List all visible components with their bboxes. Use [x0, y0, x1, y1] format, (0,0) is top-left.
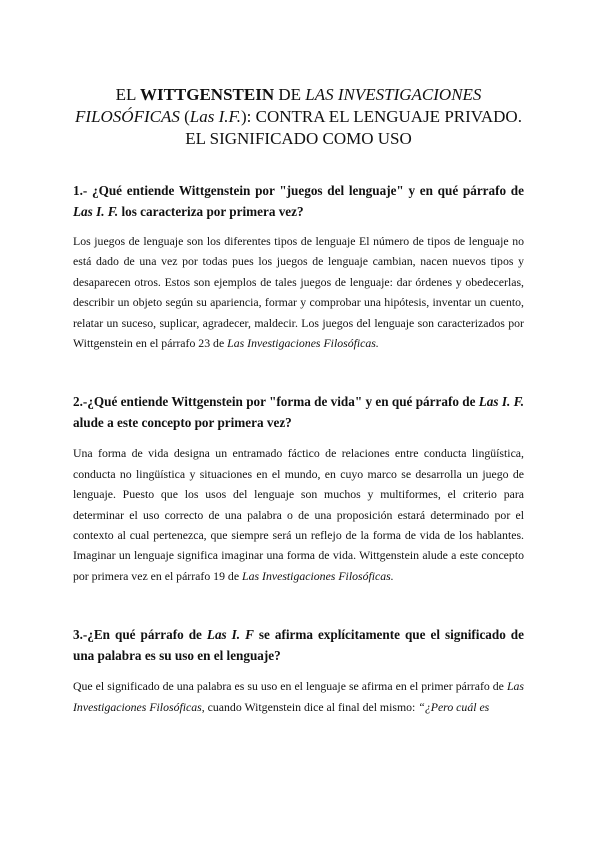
- answer-2-text: Una forma de vida designa un entramado fáctico de relaciones entre conducta lingüística, conducta no lingüística y situaciones en el mundo, en cuyo marco se desarrolla un juego de lenguaje. Puesto que los usos del lenguaje son muchos y multiformes, el criterio para determinar el uso correcto de una palabra o de una proposición estará determinado por el contexto al cual pertenezca, que siempre será un reflejo de la forma de vida de los hablantes. Imaginar un lenguaje significa imaginar una forma de vida. Wittgenstein alude a este concepto por primera vez en el párrafo 19 de: [73, 446, 524, 583]
- title-subtitle: ): CONTRA EL LENGUAJE PRIVADO.: [240, 107, 522, 126]
- question-2: [73, 391, 524, 433]
- question-2-text: 2.-¿Qué entiende Wittgenstein por "forma de vida" y en qué párrafo de: [73, 394, 479, 410]
- title-work-name-cont: FILOSÓFICAS: [75, 107, 180, 126]
- title-author: WITTGENSTEIN: [139, 85, 275, 104]
- question-3-text: 3.-¿En qué párrafo de: [73, 627, 207, 643]
- answer-1-text: Los juegos de lenguaje son los diferentes tipos de lenguaje El número de tipos de lenguaje no está dado de una vez por todas pues los juegos de lenguaje cambian, nacen nuevos tipos y desaparecen otros. Estos son ejemplos de tales juegos de lenguaje: dar órdenes y obedecerlas, describir un objeto según su apariencia, formar y comprobar una hipótesis, inventar un cuento, relatar un suceso, suplicar, agradecer, maldecir. Los juegos del lenguaje son caracterizados por Wittgenstein en el párrafo 23 de: [73, 234, 524, 351]
- question-1-text-end: los caracteriza por primera vez?: [118, 204, 304, 219]
- question-1-text: 1.- ¿Qué entiende Wittgenstein por "juegos del lenguaje" y en qué párrafo de: [73, 183, 524, 198]
- answer-1-work: Las Investigaciones Filosóficas.: [227, 336, 379, 351]
- title-paren-open: (: [179, 107, 190, 126]
- answer-3-work: Las Investigaciones Filosóficas: [73, 679, 524, 714]
- question-3-abbrev: Las I. F: [206, 627, 254, 643]
- answer-1: [73, 231, 524, 353]
- answer-3-text: Que el significado de una palabra es su uso en el lenguaje se afirma en el primer párrafo de: [73, 679, 507, 694]
- title-abbrev: Las I.F.: [189, 107, 241, 126]
- answer-3: [73, 676, 524, 717]
- question-3: [73, 624, 524, 666]
- question-1-abbrev: Las I. F.: [73, 204, 119, 219]
- title-line1-c: DE: [274, 85, 306, 104]
- title-work-name: LAS INVESTIGACIONES: [305, 85, 482, 104]
- answer-3-quote: “¿Pero cuál es: [418, 699, 490, 714]
- answer-3-text-mid: , cuando Witgenstein dice al final del mismo:: [201, 699, 419, 714]
- question-1: [73, 180, 524, 222]
- document-title: [73, 0, 524, 150]
- title-line1-a: EL: [115, 85, 140, 104]
- answer-2-work: Las Investigaciones Filosóficas.: [242, 568, 394, 583]
- title-line3: EL SIGNIFICADO COMO USO: [185, 129, 412, 148]
- question-2-text-end: alude a este concepto por primera vez?: [73, 415, 292, 431]
- answer-2: [73, 443, 524, 586]
- question-3-text-end: se afirma explícitamente que el significado de una palabra es su uso en el lenguaje?: [73, 627, 524, 664]
- question-2-abbrev: Las I. F.: [478, 394, 524, 410]
